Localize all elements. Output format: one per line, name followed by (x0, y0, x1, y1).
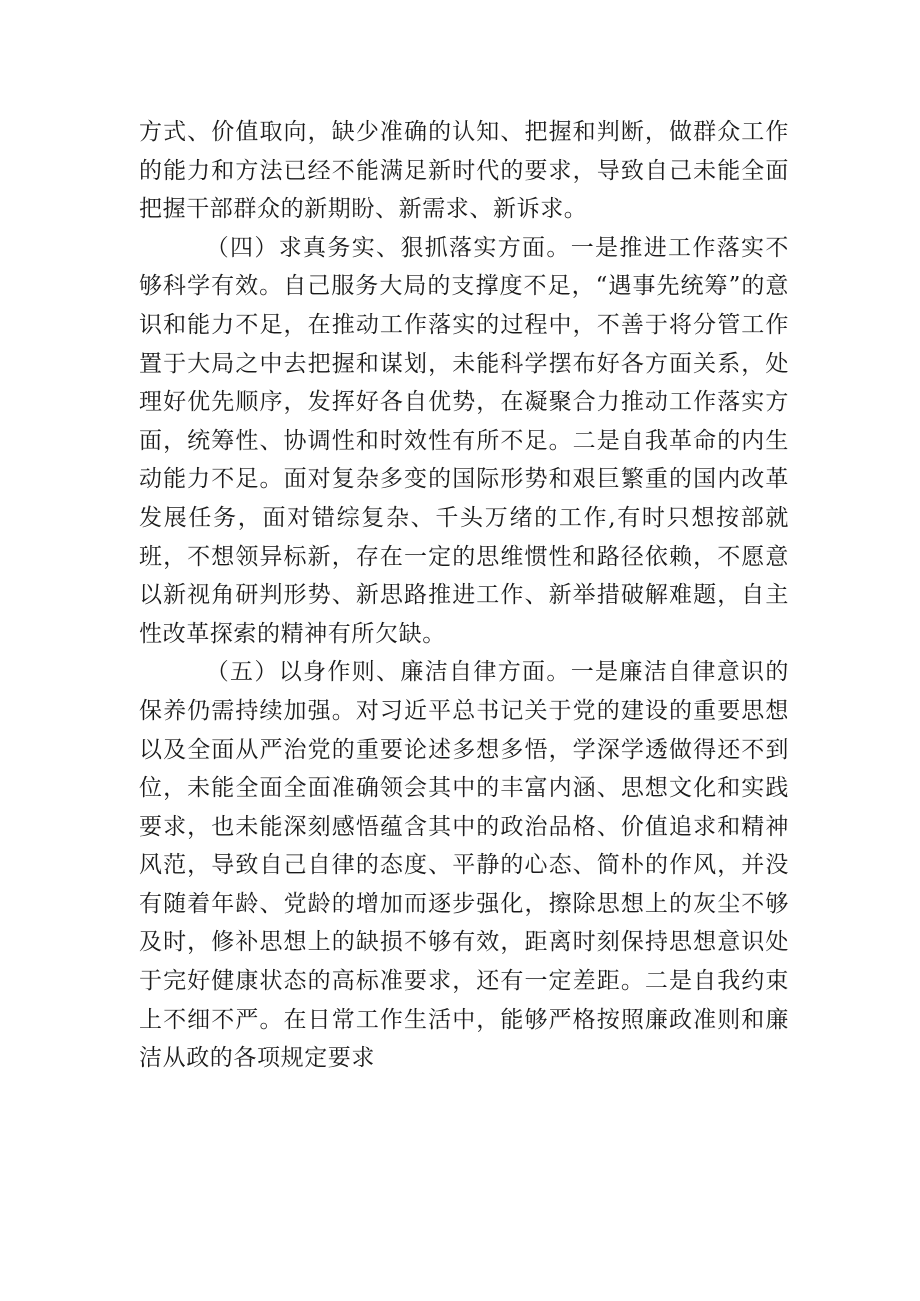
text-line: 存在一定的思维惯性和路径依赖，不愿意以新视角研判形势、新 (139, 543, 789, 609)
paragraph-section-four (139, 229, 789, 654)
text-line: 思路推进工作、新举措破解难题，自主性改革探索的精神有所欠 (139, 582, 789, 647)
text-line: 先顺序，发挥好各自优势，在凝聚合力推动工作落实方面，统筹 (139, 389, 789, 454)
text-line: 党龄的增加而逐步强化，擦除思想上的灰尘不够及时，修补思想 (139, 890, 789, 956)
text-line: （五）以身作则、廉洁自律方面。一是廉洁自律意识的保 (139, 659, 789, 724)
text-line: 面对复杂多变的国际形势和艰巨繁重的国内改革发展任务，面对 (139, 466, 789, 531)
text-line: 工作生活中，能够严格按照廉政准则和廉洁从政的各项规定要求 (139, 1006, 789, 1072)
text-line: 能力和方法已经不能满足新时代的要求，导致自己未能全面把握 (139, 157, 789, 223)
text-line: 缺。 (398, 620, 446, 647)
text-line: 和能力不足，在推动工作落实的过程中，不善于将分管工作置于 (139, 311, 789, 377)
text-line: （四）求真务实、狠抓落实方面。一是推进工作落实不够 (139, 234, 789, 300)
document-body (139, 113, 789, 1078)
text-line: 能全面全面准确领会其中的丰富内涵、思想文化和实践要求，也 (139, 775, 789, 840)
text-line: 大局之中去把握和谋划，未能科学摆布好各方面关系，处理好优 (139, 350, 789, 416)
text-line: 错综复杂、千头万绪的工作,有时只想按部就班，不想领异标新， (139, 504, 790, 570)
text-line: 未能深刻感悟蕴含其中的政治品格、价值追求和精神风范，导致 (139, 813, 789, 879)
text-line: 高标准要求，还有一定差距。二是自我约束上不细不严。在日常 (139, 968, 789, 1033)
paragraph-section-five (139, 653, 789, 1078)
text-line: 养仍需持续加强。对习近平总书记关于党的建设的重要思想以及 (139, 697, 789, 763)
text-line: 自己自律的态度、平静的心态、简朴的作风，并没有随着年龄、 (139, 852, 790, 917)
text-line: 上的缺损不够有效，距离时刻保持思想意识处于完好健康状态的 (139, 929, 790, 995)
text-line: 科学有效。自己服务大局的支撑度不足，“遇事先统筹”的意识 (139, 273, 790, 338)
text-line: 干部群众的新期盼、新需求、新诉求。 (186, 196, 588, 223)
text-line: 全面从严治党的重要论述多想多悟，学深学透做得还不到位，未 (139, 736, 789, 802)
paragraph-continuation (139, 113, 789, 229)
text-line: 方式、价值取向，缺少准确的认知、把握和判断，做群众工作的 (139, 119, 789, 184)
text-line: 性、协调性和时效性有所不足。二是自我革命的内生动能力不足。 (139, 427, 789, 493)
